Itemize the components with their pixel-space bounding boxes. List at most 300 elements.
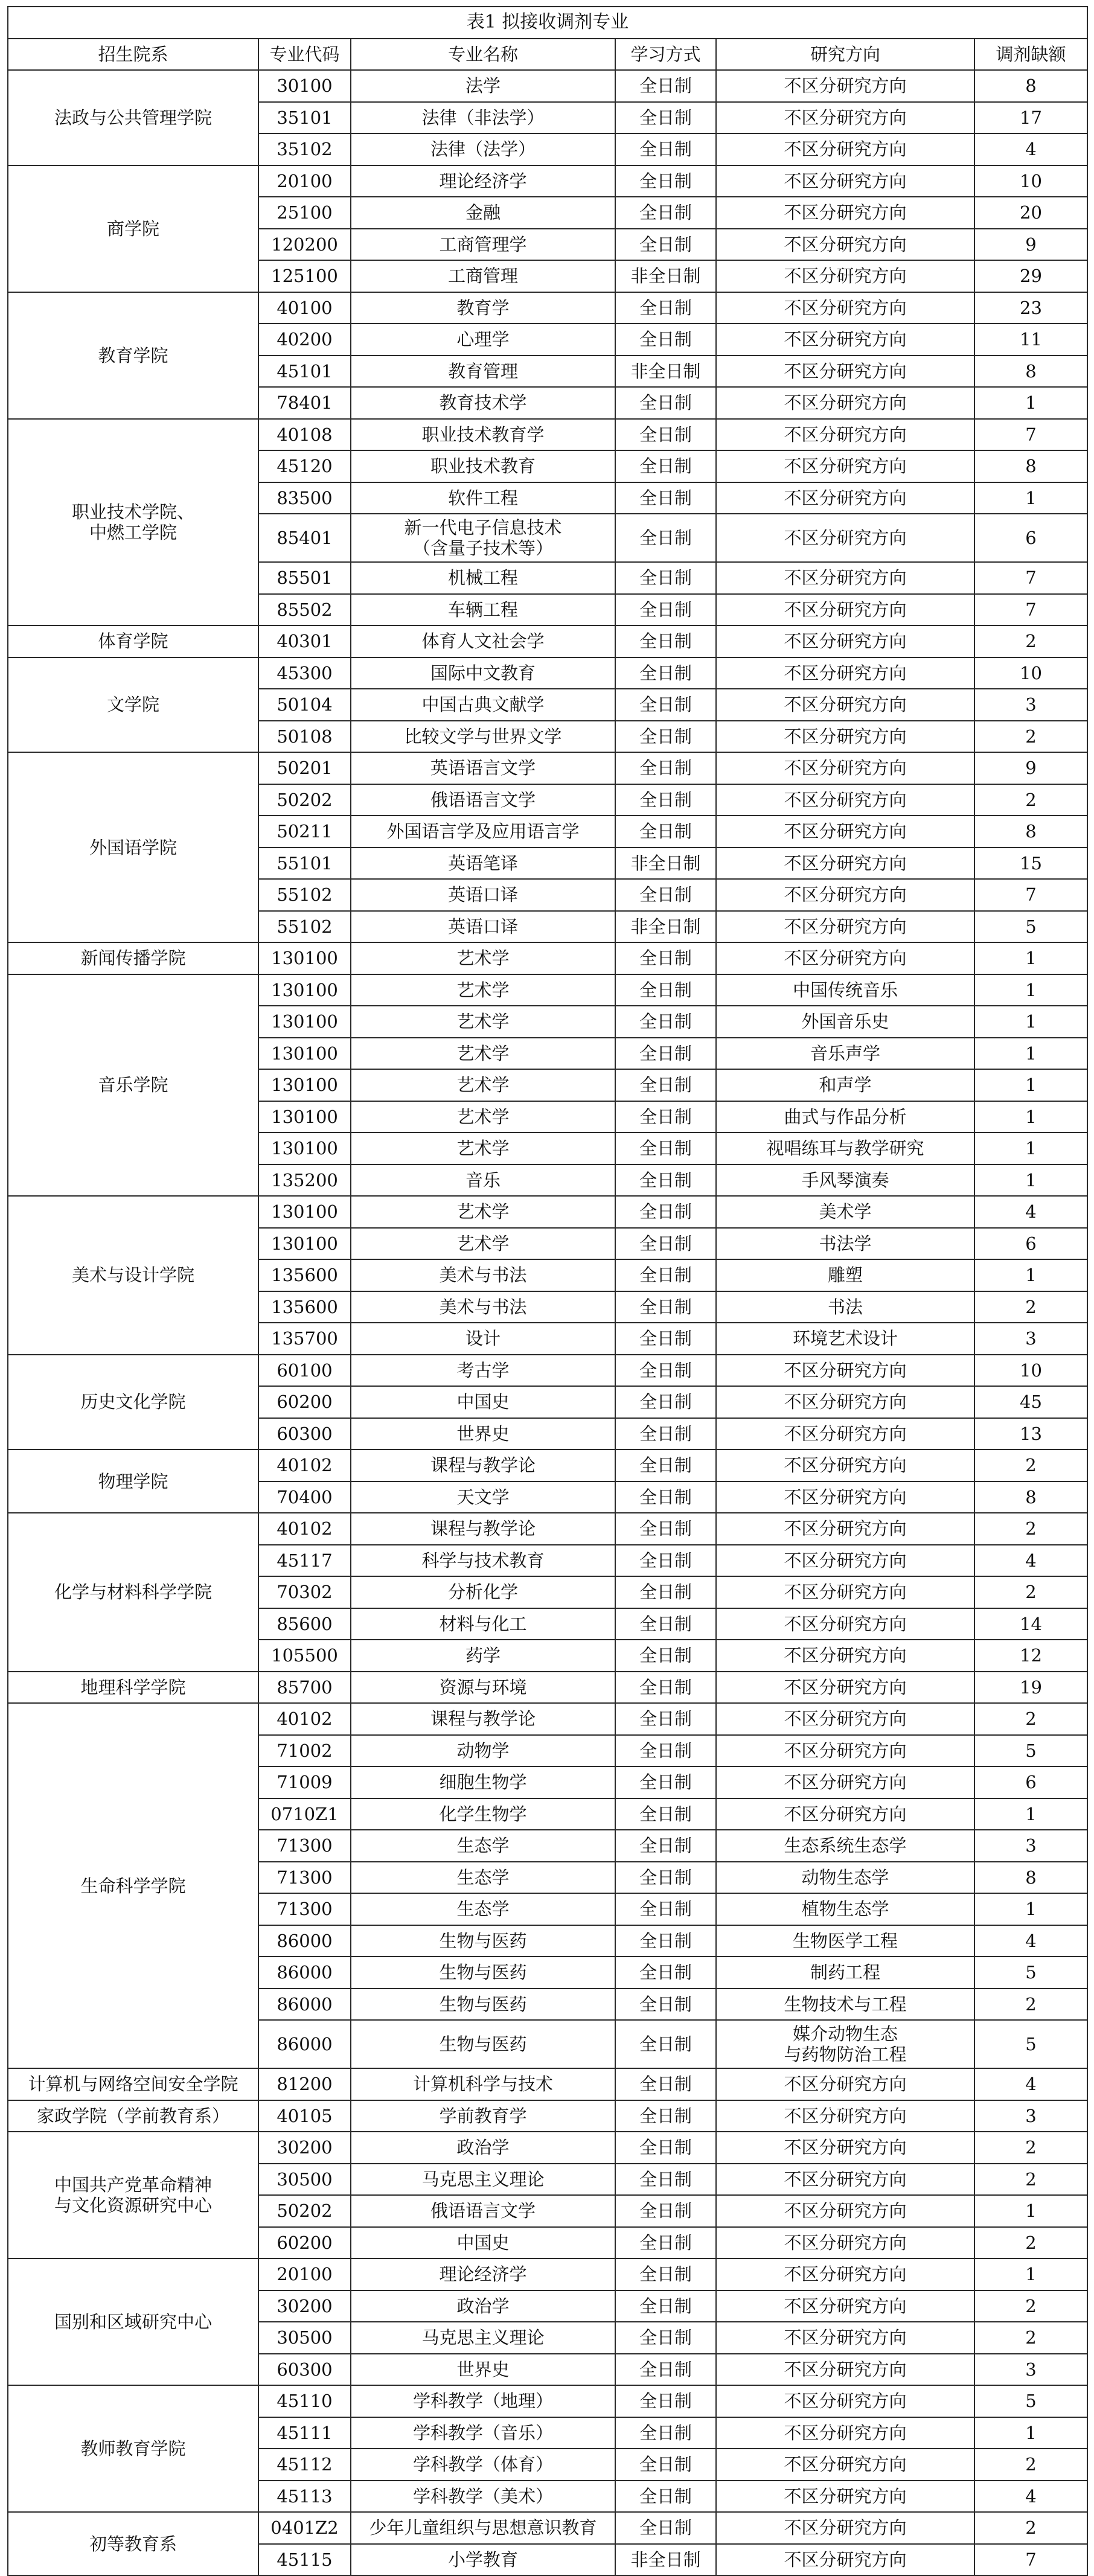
table-row	[8, 1449, 1087, 1481]
research-direction: 外国音乐史	[716, 1006, 974, 1038]
research-direction: 不区分研究方向	[716, 2258, 974, 2290]
major-code: 130100	[258, 1006, 351, 1038]
study-mode: 全日制	[615, 1862, 716, 1894]
study-mode: 全日制	[615, 133, 716, 165]
vacancy-count: 2	[974, 2512, 1087, 2544]
vacancy-count: 4	[974, 2068, 1087, 2100]
study-mode: 全日制	[615, 1038, 716, 1070]
major-name: 药学	[351, 1640, 615, 1672]
study-mode: 全日制	[615, 2100, 716, 2132]
major-name: 理论经济学	[351, 2258, 615, 2290]
table-row	[8, 974, 1087, 1006]
table-row	[8, 2132, 1087, 2164]
college-name: 家政学院（学前教育系）	[8, 2100, 258, 2132]
study-mode: 全日制	[615, 1640, 716, 1672]
major-code: 0710Z1	[258, 1798, 351, 1830]
college-name: 商学院	[8, 165, 258, 292]
major-code: 55102	[258, 911, 351, 943]
major-code: 86000	[258, 1957, 351, 1989]
vacancy-count: 2	[974, 1291, 1087, 1323]
college-name: 体育学院	[8, 625, 258, 657]
research-direction: 不区分研究方向	[716, 2290, 974, 2322]
major-name: 资源与环境	[351, 1672, 615, 1704]
study-mode: 全日制	[615, 689, 716, 721]
major-code: 86000	[258, 1989, 351, 2021]
major-name: 职业技术教育	[351, 450, 615, 482]
study-mode: 全日制	[615, 1069, 716, 1101]
study-mode: 全日制	[615, 2417, 716, 2449]
major-code: 130100	[258, 1228, 351, 1260]
vacancy-count: 4	[974, 2481, 1087, 2513]
study-mode: 全日制	[615, 721, 716, 753]
study-mode: 全日制	[615, 387, 716, 419]
research-direction: 媒介动物生态 与药物防治工程	[716, 2020, 974, 2068]
table-row	[8, 419, 1087, 451]
research-direction: 不区分研究方向	[716, 2512, 974, 2544]
research-direction: 不区分研究方向	[716, 482, 974, 514]
major-code: 50211	[258, 816, 351, 848]
major-name: 学前教育学	[351, 2100, 615, 2132]
major-name: 外国语言学及应用语言学	[351, 816, 615, 848]
study-mode: 全日制	[615, 2354, 716, 2386]
vacancy-count: 3	[974, 689, 1087, 721]
vacancy-count: 3	[974, 2354, 1087, 2386]
major-code: 120200	[258, 229, 351, 261]
major-name: 中国史	[351, 1386, 615, 1418]
vacancy-count: 8	[974, 1862, 1087, 1894]
major-name: 中国古典文献学	[351, 689, 615, 721]
major-name: 俄语语言文学	[351, 784, 615, 816]
major-name: 计算机科学与技术	[351, 2068, 615, 2100]
college-name: 教师教育学院	[8, 2385, 258, 2512]
research-direction: 不区分研究方向	[716, 911, 974, 943]
table-row	[8, 1196, 1087, 1228]
study-mode: 全日制	[615, 2020, 716, 2068]
research-direction: 和声学	[716, 1069, 974, 1101]
header-vacancy: 调剂缺额	[974, 39, 1087, 71]
major-code: 70400	[258, 1481, 351, 1513]
major-name: 课程与教学论	[351, 1513, 615, 1545]
research-direction: 不区分研究方向	[716, 1386, 974, 1418]
study-mode: 全日制	[615, 1101, 716, 1133]
vacancy-count: 7	[974, 594, 1087, 626]
vacancy-count: 2	[974, 2290, 1087, 2322]
study-mode: 全日制	[615, 2322, 716, 2354]
vacancy-count: 3	[974, 1323, 1087, 1355]
research-direction: 书法	[716, 1291, 974, 1323]
study-mode: 全日制	[615, 419, 716, 451]
vacancy-count: 9	[974, 229, 1087, 261]
college-name: 音乐学院	[8, 974, 258, 1197]
table-row	[8, 625, 1087, 657]
research-direction: 不区分研究方向	[716, 721, 974, 753]
vacancy-count: 19	[974, 1672, 1087, 1704]
major-name: 学科教学（音乐）	[351, 2417, 615, 2449]
major-name: 考古学	[351, 1355, 615, 1387]
research-direction: 不区分研究方向	[716, 1355, 974, 1387]
research-direction: 动物生态学	[716, 1862, 974, 1894]
major-code: 20100	[258, 2258, 351, 2290]
major-name: 材料与化工	[351, 1608, 615, 1640]
vacancy-count: 7	[974, 879, 1087, 911]
major-name: 天文学	[351, 1481, 615, 1513]
research-direction: 不区分研究方向	[716, 229, 974, 261]
vacancy-count: 8	[974, 1481, 1087, 1513]
research-direction: 不区分研究方向	[716, 2164, 974, 2196]
major-code: 85401	[258, 514, 351, 562]
major-name: 机械工程	[351, 562, 615, 594]
major-code: 135200	[258, 1165, 351, 1197]
study-mode: 全日制	[615, 1545, 716, 1577]
college-name: 法政与公共管理学院	[8, 70, 258, 165]
vacancy-count: 1	[974, 1259, 1087, 1291]
research-direction: 不区分研究方向	[716, 514, 974, 562]
vacancy-count: 20	[974, 197, 1087, 229]
research-direction: 不区分研究方向	[716, 2417, 974, 2449]
study-mode: 全日制	[615, 1798, 716, 1830]
major-name: 生态学	[351, 1893, 615, 1925]
research-direction: 不区分研究方向	[716, 387, 974, 419]
study-mode: 全日制	[615, 1291, 716, 1323]
major-code: 35102	[258, 133, 351, 165]
table-row	[8, 292, 1087, 324]
vacancy-count: 2	[974, 1449, 1087, 1481]
research-direction: 不区分研究方向	[716, 324, 974, 356]
major-code: 85501	[258, 562, 351, 594]
vacancy-count: 2	[974, 2322, 1087, 2354]
study-mode: 全日制	[615, 1735, 716, 1767]
major-code: 45300	[258, 657, 351, 689]
major-code: 45115	[258, 2544, 351, 2576]
research-direction: 不区分研究方向	[716, 165, 974, 197]
study-mode: 全日制	[615, 2195, 716, 2227]
major-code: 85502	[258, 594, 351, 626]
research-direction: 不区分研究方向	[716, 1672, 974, 1704]
research-direction: 不区分研究方向	[716, 133, 974, 165]
vacancy-count: 29	[974, 260, 1087, 292]
vacancy-count: 45	[974, 1386, 1087, 1418]
major-name: 音乐	[351, 1165, 615, 1197]
major-code: 35101	[258, 102, 351, 134]
vacancy-count: 1	[974, 974, 1087, 1006]
major-name: 细胞生物学	[351, 1766, 615, 1798]
major-name: 学科教学（美术）	[351, 2481, 615, 2513]
research-direction: 不区分研究方向	[716, 260, 974, 292]
vacancy-count: 1	[974, 1798, 1087, 1830]
vacancy-count: 1	[974, 1893, 1087, 1925]
research-direction: 不区分研究方向	[716, 1608, 974, 1640]
major-code: 30200	[258, 2290, 351, 2322]
major-name: 动物学	[351, 1735, 615, 1767]
study-mode: 全日制	[615, 1196, 716, 1228]
major-code: 135600	[258, 1291, 351, 1323]
study-mode: 全日制	[615, 625, 716, 657]
research-direction: 制药工程	[716, 1957, 974, 1989]
vacancy-count: 17	[974, 102, 1087, 134]
vacancy-count: 6	[974, 514, 1087, 562]
research-direction: 不区分研究方向	[716, 942, 974, 974]
study-mode: 全日制	[615, 1133, 716, 1165]
major-name: 学科教学（体育）	[351, 2449, 615, 2481]
study-mode: 全日制	[615, 514, 716, 562]
study-mode: 全日制	[615, 816, 716, 848]
major-name: 生物与医药	[351, 1957, 615, 1989]
vacancy-count: 6	[974, 1766, 1087, 1798]
major-name: 新一代电子信息技术 （含量子技术等）	[351, 514, 615, 562]
major-name: 少年儿童组织与思想意识教育	[351, 2512, 615, 2544]
major-code: 130100	[258, 942, 351, 974]
major-code: 135700	[258, 1323, 351, 1355]
table-row	[8, 165, 1087, 197]
major-code: 86000	[258, 1925, 351, 1957]
research-direction: 中国传统音乐	[716, 974, 974, 1006]
major-name: 马克思主义理论	[351, 2164, 615, 2196]
major-code: 55102	[258, 879, 351, 911]
research-direction: 不区分研究方向	[716, 1513, 974, 1545]
major-code: 40100	[258, 292, 351, 324]
college-name: 地理科学学院	[8, 1672, 258, 1704]
research-direction: 不区分研究方向	[716, 2481, 974, 2513]
vacancy-count: 2	[974, 2132, 1087, 2164]
research-direction: 视唱练耳与教学研究	[716, 1133, 974, 1165]
study-mode: 全日制	[615, 1830, 716, 1862]
major-name: 车辆工程	[351, 594, 615, 626]
study-mode: 全日制	[615, 2227, 716, 2259]
vacancy-count: 23	[974, 292, 1087, 324]
major-code: 30100	[258, 70, 351, 102]
vacancy-count: 12	[974, 1640, 1087, 1672]
header-direction: 研究方向	[716, 39, 974, 71]
table-row	[8, 2100, 1087, 2132]
major-name: 艺术学	[351, 974, 615, 1006]
major-code: 40102	[258, 1449, 351, 1481]
study-mode: 非全日制	[615, 911, 716, 943]
major-code: 71300	[258, 1830, 351, 1862]
study-mode: 非全日制	[615, 848, 716, 880]
study-mode: 全日制	[615, 594, 716, 626]
vacancy-count: 2	[974, 2164, 1087, 2196]
study-mode: 全日制	[615, 482, 716, 514]
research-direction: 不区分研究方向	[716, 197, 974, 229]
major-name: 法学	[351, 70, 615, 102]
header-mode: 学习方式	[615, 39, 716, 71]
study-mode: 全日制	[615, 1228, 716, 1260]
vacancy-count: 4	[974, 1196, 1087, 1228]
vacancy-count: 1	[974, 2195, 1087, 2227]
college-name: 生命科学学院	[8, 1703, 258, 2068]
major-code: 130100	[258, 974, 351, 1006]
research-direction: 不区分研究方向	[716, 1545, 974, 1577]
research-direction: 手风琴演奏	[716, 1165, 974, 1197]
major-code: 70302	[258, 1576, 351, 1608]
research-direction: 不区分研究方向	[716, 2132, 974, 2164]
major-code: 86000	[258, 2020, 351, 2068]
major-code: 130100	[258, 1101, 351, 1133]
major-name: 政治学	[351, 2290, 615, 2322]
major-code: 20100	[258, 165, 351, 197]
research-direction: 雕塑	[716, 1259, 974, 1291]
study-mode: 全日制	[615, 784, 716, 816]
major-name: 艺术学	[351, 1228, 615, 1260]
research-direction: 不区分研究方向	[716, 816, 974, 848]
vacancy-count: 8	[974, 356, 1087, 388]
major-name: 英语笔译	[351, 848, 615, 880]
college-name: 初等教育系	[8, 2512, 258, 2575]
major-code: 45112	[258, 2449, 351, 2481]
major-name: 课程与教学论	[351, 1449, 615, 1481]
major-name: 工商管理	[351, 260, 615, 292]
college-name: 国别和区域研究中心	[8, 2258, 258, 2385]
research-direction: 生物医学工程	[716, 1925, 974, 1957]
study-mode: 全日制	[615, 70, 716, 102]
major-name: 中国史	[351, 2227, 615, 2259]
research-direction: 不区分研究方向	[716, 2068, 974, 2100]
research-direction: 不区分研究方向	[716, 1640, 974, 1672]
major-name: 金融	[351, 197, 615, 229]
study-mode: 全日制	[615, 1165, 716, 1197]
vacancy-count: 6	[974, 1228, 1087, 1260]
vacancy-count: 1	[974, 1133, 1087, 1165]
study-mode: 全日制	[615, 1925, 716, 1957]
vacancy-count: 4	[974, 133, 1087, 165]
vacancy-count: 10	[974, 657, 1087, 689]
major-code: 130100	[258, 1038, 351, 1070]
major-name: 分析化学	[351, 1576, 615, 1608]
vacancy-count: 2	[974, 1989, 1087, 2021]
research-direction: 生态系统生态学	[716, 1830, 974, 1862]
vacancy-count: 1	[974, 1006, 1087, 1038]
study-mode: 全日制	[615, 562, 716, 594]
research-direction: 不区分研究方向	[716, 1418, 974, 1450]
major-name: 美术与书法	[351, 1259, 615, 1291]
vacancy-count: 1	[974, 387, 1087, 419]
header-code: 专业代码	[258, 39, 351, 71]
major-code: 130100	[258, 1133, 351, 1165]
major-name: 法律（非法学）	[351, 102, 615, 134]
research-direction: 音乐声学	[716, 1038, 974, 1070]
study-mode: 全日制	[615, 1893, 716, 1925]
major-code: 50202	[258, 784, 351, 816]
major-name: 世界史	[351, 2354, 615, 2386]
study-mode: 全日制	[615, 2068, 716, 2100]
study-mode: 全日制	[615, 1418, 716, 1450]
study-mode: 全日制	[615, 102, 716, 134]
research-direction: 不区分研究方向	[716, 879, 974, 911]
study-mode: 全日制	[615, 1449, 716, 1481]
research-direction: 植物生态学	[716, 1893, 974, 1925]
vacancy-count: 8	[974, 70, 1087, 102]
table-row	[8, 1355, 1087, 1387]
major-code: 50108	[258, 721, 351, 753]
study-mode: 全日制	[615, 324, 716, 356]
research-direction: 不区分研究方向	[716, 450, 974, 482]
major-name: 艺术学	[351, 1196, 615, 1228]
study-mode: 全日制	[615, 229, 716, 261]
table-row	[8, 1703, 1087, 1735]
table-row	[8, 1513, 1087, 1545]
table-title: 表1 拟接收调剂专业	[8, 7, 1087, 39]
major-code: 40105	[258, 2100, 351, 2132]
major-name: 理论经济学	[351, 165, 615, 197]
major-code: 130100	[258, 1069, 351, 1101]
vacancy-count: 11	[974, 324, 1087, 356]
study-mode: 全日制	[615, 165, 716, 197]
major-name: 教育技术学	[351, 387, 615, 419]
table-row	[8, 2258, 1087, 2290]
research-direction: 不区分研究方向	[716, 102, 974, 134]
study-mode: 非全日制	[615, 356, 716, 388]
major-name: 马克思主义理论	[351, 2322, 615, 2354]
major-name: 国际中文教育	[351, 657, 615, 689]
major-name: 英语语言文学	[351, 752, 615, 784]
table-row	[8, 2068, 1087, 2100]
research-direction: 不区分研究方向	[716, 2195, 974, 2227]
research-direction: 不区分研究方向	[716, 419, 974, 451]
major-code: 135600	[258, 1259, 351, 1291]
major-code: 78401	[258, 387, 351, 419]
study-mode: 全日制	[615, 1386, 716, 1418]
table-row	[8, 1672, 1087, 1704]
vacancy-count: 5	[974, 2020, 1087, 2068]
vacancy-count: 13	[974, 1418, 1087, 1450]
vacancy-count: 2	[974, 1513, 1087, 1545]
major-code: 130100	[258, 1196, 351, 1228]
major-code: 83500	[258, 482, 351, 514]
vacancy-count: 10	[974, 165, 1087, 197]
major-code: 71300	[258, 1893, 351, 1925]
college-name: 物理学院	[8, 1449, 258, 1513]
research-direction: 不区分研究方向	[716, 2354, 974, 2386]
vacancy-count: 2	[974, 625, 1087, 657]
vacancy-count: 1	[974, 2417, 1087, 2449]
major-name: 课程与教学论	[351, 1703, 615, 1735]
vacancy-count: 1	[974, 1165, 1087, 1197]
major-code: 45101	[258, 356, 351, 388]
major-code: 45113	[258, 2481, 351, 2513]
research-direction: 不区分研究方向	[716, 292, 974, 324]
research-direction: 不区分研究方向	[716, 1735, 974, 1767]
major-code: 81200	[258, 2068, 351, 2100]
major-name: 小学教育	[351, 2544, 615, 2576]
research-direction: 不区分研究方向	[716, 1703, 974, 1735]
research-direction: 不区分研究方向	[716, 2322, 974, 2354]
study-mode: 全日制	[615, 2290, 716, 2322]
research-direction: 不区分研究方向	[716, 848, 974, 880]
major-code: 40102	[258, 1703, 351, 1735]
header-college: 招生院系	[8, 39, 258, 71]
major-code: 50104	[258, 689, 351, 721]
table-row	[8, 2385, 1087, 2417]
research-direction: 不区分研究方向	[716, 2100, 974, 2132]
study-mode: 全日制	[615, 2164, 716, 2196]
research-direction: 曲式与作品分析	[716, 1101, 974, 1133]
research-direction: 不区分研究方向	[716, 2544, 974, 2576]
study-mode: 全日制	[615, 1513, 716, 1545]
study-mode: 全日制	[615, 1766, 716, 1798]
major-code: 50202	[258, 2195, 351, 2227]
major-code: 40102	[258, 1513, 351, 1545]
vacancy-count: 8	[974, 450, 1087, 482]
major-code: 125100	[258, 260, 351, 292]
vacancy-count: 7	[974, 562, 1087, 594]
study-mode: 全日制	[615, 1259, 716, 1291]
vacancy-count: 5	[974, 911, 1087, 943]
table-title-row	[8, 7, 1087, 39]
study-mode: 全日制	[615, 2481, 716, 2513]
vacancy-count: 1	[974, 942, 1087, 974]
study-mode: 全日制	[615, 974, 716, 1006]
vacancy-count: 1	[974, 1101, 1087, 1133]
